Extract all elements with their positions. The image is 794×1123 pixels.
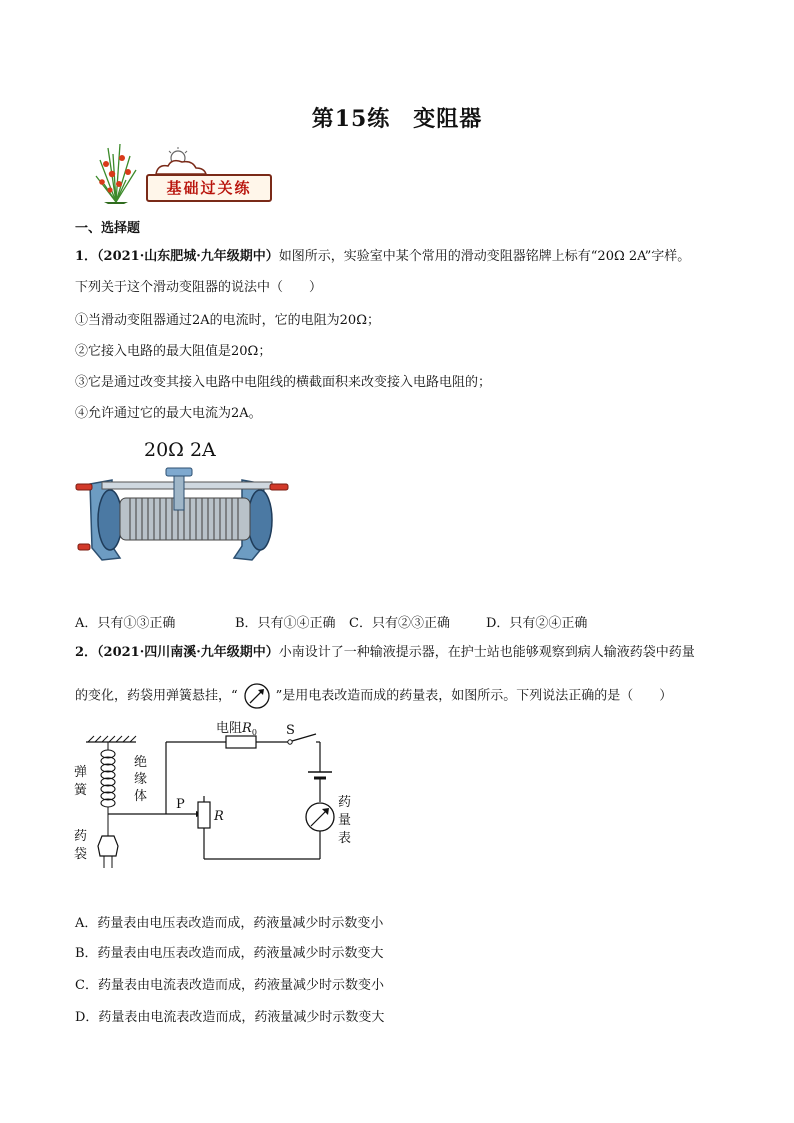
statement-4: ④允许通过它的最大电流为2A。 bbox=[75, 406, 262, 421]
bag-label-1: 药 bbox=[74, 829, 88, 844]
question-text-part: ”是用电表改造而成的药量表，如图所示。下列说法正确的是（ ） bbox=[275, 688, 673, 704]
spring-label-2: 簧 bbox=[74, 783, 88, 798]
option-b[interactable]: B．药量表由电压表改造而成，药液量减少时示数变大 bbox=[75, 946, 384, 961]
question-text-part: 的变化，药袋用弹簧悬挂，“ bbox=[75, 688, 238, 704]
statement-1: ①当滑动变阻器通过2A的电流时，它的电阻为20Ω； bbox=[75, 313, 380, 328]
option-c[interactable]: C．药量表由电流表改造而成，药液量减少时示数变小 bbox=[75, 978, 384, 993]
option-a[interactable]: A．药量表由电压表改造而成，药液量减少时示数变小 bbox=[75, 916, 384, 931]
statement-3: ③它是通过改变其接入电路中电阻线的横截面积来改变接入电路电阻的； bbox=[75, 375, 492, 390]
meter-label-3: 表 bbox=[338, 831, 352, 846]
insulator-label-3: 体 bbox=[134, 789, 148, 804]
question-source: （2021·四川南溪·九年级期中） bbox=[97, 645, 279, 660]
rheostat-rating-label: 20Ω 2A bbox=[144, 439, 216, 461]
rheostat-figure bbox=[72, 436, 302, 576]
section-heading: 一、选择题 bbox=[75, 221, 141, 236]
insulator-label-1: 绝 bbox=[134, 755, 148, 770]
spring-label-1: 弹 bbox=[74, 765, 88, 780]
slider-label: P bbox=[176, 797, 185, 812]
option-b[interactable]: B．只有①④正确 bbox=[235, 616, 336, 631]
switch-label: S bbox=[286, 723, 295, 738]
question-number: 1． bbox=[75, 249, 98, 264]
question-number: 2． bbox=[75, 645, 98, 660]
question-text: 如图所示，实验室中某个常用的滑动变阻器铭牌上标有“20Ω 2A”字样。 bbox=[278, 249, 691, 264]
circuit-diagram bbox=[70, 716, 370, 886]
page-title: 第15练 变阻器 bbox=[311, 106, 483, 132]
meter-label-2: 量 bbox=[338, 813, 352, 828]
question-2-line-1 bbox=[75, 644, 695, 662]
question-1-line-1 bbox=[75, 248, 690, 266]
sun-cloud-icon bbox=[148, 146, 228, 176]
option-a[interactable]: A．只有①③正确 bbox=[75, 616, 176, 631]
question-source: （2021·山东肥城·九年级期中） bbox=[97, 249, 279, 264]
question-1-line-2: 下列关于这个滑动变阻器的说法中（ ） bbox=[75, 280, 323, 295]
insulator-label-2: 缘 bbox=[134, 772, 148, 787]
bag-label-2: 袋 bbox=[74, 847, 88, 862]
option-c[interactable]: C．只有②③正确 bbox=[349, 616, 450, 631]
statement-2: ②它接入电路的最大阻值是20Ω； bbox=[75, 344, 272, 359]
option-d[interactable]: D．只有②④正确 bbox=[486, 616, 588, 631]
resistor-label: 电阻$R_0$ bbox=[216, 721, 257, 737]
section-banner bbox=[86, 140, 276, 204]
banner-label: 基础过关练 bbox=[146, 174, 272, 202]
meter-symbol-icon bbox=[242, 681, 272, 711]
meter-label-1: 药 bbox=[338, 795, 352, 810]
question-text: 小南设计了一种输液提示器，在护士站也能够观察到病人输液药袋中药量 bbox=[278, 645, 695, 660]
rheostat-label: R bbox=[214, 809, 224, 824]
option-d[interactable]: D．药量表由电流表改造而成，药液量减少时示数变大 bbox=[75, 1010, 385, 1025]
question-2-line-2 bbox=[75, 681, 672, 711]
